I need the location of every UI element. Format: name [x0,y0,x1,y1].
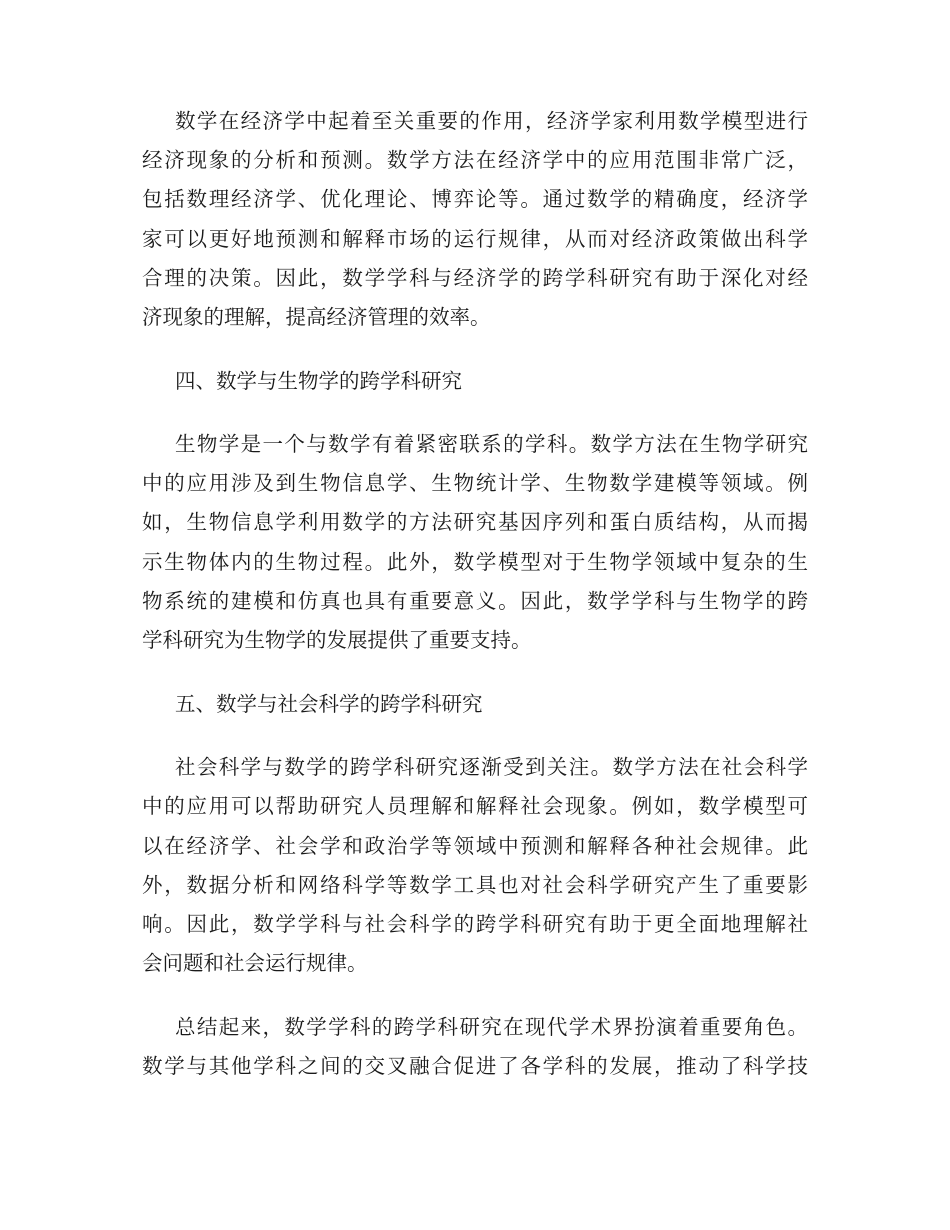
text-line: 合理的决策。因此，数学学科与经济学的跨学科研究有助于深化对经 [142,265,808,290]
text-line: 会问题和社会运行规律。 [142,951,368,976]
text-line: 总结起来，数学学科的跨学科研究在现代学术界扮演着重要角色。 [175,1014,808,1039]
section-heading-social-science [142,685,808,724]
text-line: 数学在经济学中起着至关重要的作用，经济学家利用数学模型进行 [175,109,808,133]
text-line: 以在经济学、社会学和政治学等领域中预测和解释各种社会规律。此 [142,833,808,858]
paragraph-spacer [142,401,808,425]
text-line: 家可以更好地预测和解释市场的运行规律，从而对经济政策做出科学 [142,226,808,251]
text-line: 包括数理经济学、优化理论、博弈论等。通过数学的精确度，经济学 [142,187,808,212]
paragraph-conclusion [142,1008,808,1086]
text-line: 生物学是一个与数学有着紧密联系的学科。数学方法在生物学研究 [175,432,808,457]
paragraph-spacer [142,660,808,684]
paragraph-biology [142,425,808,660]
text-line: 中的应用涉及到生物信息学、生物统计学、生物数学建模等领域。例 [142,471,808,496]
text-line: 响。因此，数学学科与社会科学的跨学科研究有助于更全面地理解社 [142,911,808,936]
paragraph-social-science [142,748,808,983]
text-line: 物系统的建模和仿真也具有重要意义。因此，数学学科与生物学的跨 [142,588,808,613]
text-line: 外，数据分析和网络科学等数学工具也对社会科学研究产生了重要影 [142,872,808,897]
heading-text: 五、数学与社会科学的跨学科研究 [175,691,483,716]
text-line: 经济现象的分析和预测。数学方法在经济学中的应用范围非常广泛， [142,148,808,173]
section-heading-biology [142,362,808,401]
text-line: 示生物体内的生物过程。此外，数学模型对于生物学领域中复杂的生 [142,549,808,574]
text-line: 中的应用可以帮助研究人员理解和解释社会现象。例如，数学模型可 [142,794,808,819]
paragraph-economics [142,102,808,337]
text-line: 学科研究为生物学的发展提供了重要支持。 [142,628,532,653]
text-line: 数学与其他学科之间的交叉融合促进了各学科的发展，推动了科学技 [142,1053,808,1078]
paragraph-spacer [142,724,808,748]
heading-text: 四、数学与生物学的跨学科研究 [175,368,462,393]
text-line: 济现象的理解，提高经济管理的效率。 [142,304,491,329]
paragraph-spacer [142,337,808,361]
text-line: 社会科学与数学的跨学科研究逐渐受到关注。数学方法在社会科学 [175,755,808,780]
document-body [142,102,808,1086]
text-line: 如，生物信息学利用数学的方法研究基因序列和蛋白质结构，从而揭 [142,510,808,535]
paragraph-spacer [142,983,808,1007]
